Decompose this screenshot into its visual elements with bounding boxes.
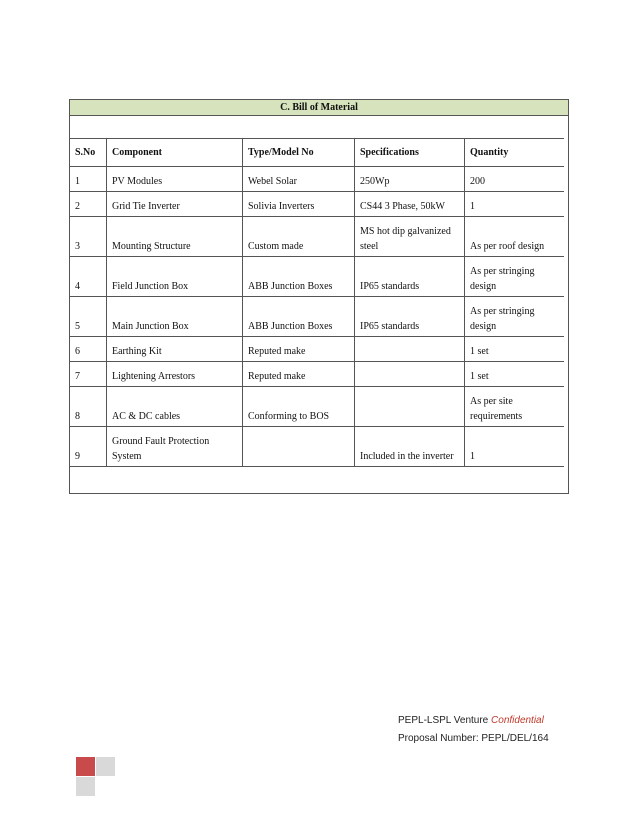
header-type-model: Type/Model No <box>243 139 355 167</box>
cell-type-model: Webel Solar <box>243 167 355 192</box>
footer-confidential: Confidential <box>491 715 544 726</box>
header-quantity: Quantity <box>465 139 565 167</box>
table-row <box>70 362 564 387</box>
cell-type-model: Custom made <box>243 217 355 257</box>
cell-specifications: Included in the inverter <box>355 427 465 467</box>
cell-component: Grid Tie Inverter <box>107 192 243 217</box>
cell-sno: 6 <box>70 337 107 362</box>
cell-type-model <box>243 427 355 467</box>
bill-of-material-frame <box>69 99 569 494</box>
cell-sno: 2 <box>70 192 107 217</box>
cell-component: Mounting Structure <box>107 217 243 257</box>
footer-venture-name: PEPL-LSPL Venture <box>398 715 492 726</box>
cell-component: Earthing Kit <box>107 337 243 362</box>
bill-of-material-table <box>70 138 564 467</box>
header-specifications: Specifications <box>355 139 465 167</box>
cell-specifications: IP65 standards <box>355 297 465 337</box>
cell-quantity: As per site requirements <box>465 387 565 427</box>
cell-component: PV Modules <box>107 167 243 192</box>
header-component: Component <box>107 139 243 167</box>
cell-sno: 5 <box>70 297 107 337</box>
header-sno: S.No <box>70 139 107 167</box>
table-row <box>70 217 564 257</box>
cell-type-model: Conforming to BOS <box>243 387 355 427</box>
cell-quantity: 1 set <box>465 362 565 387</box>
cell-quantity: 200 <box>465 167 565 192</box>
cell-sno: 7 <box>70 362 107 387</box>
table-row <box>70 297 564 337</box>
cell-component: Main Junction Box <box>107 297 243 337</box>
cell-specifications <box>355 337 465 362</box>
table-row <box>70 167 564 192</box>
table-row <box>70 257 564 297</box>
section-title: C. Bill of Material <box>70 100 568 116</box>
decor-square-grey-right <box>96 757 115 776</box>
footer-venture-line <box>398 712 549 730</box>
cell-component: Field Junction Box <box>107 257 243 297</box>
cell-type-model: Reputed make <box>243 337 355 362</box>
cell-type-model: ABB Junction Boxes <box>243 257 355 297</box>
cell-specifications: CS44 3 Phase, 50kW <box>355 192 465 217</box>
table-row <box>70 337 564 362</box>
cell-specifications: IP65 standards <box>355 257 465 297</box>
cell-specifications <box>355 387 465 427</box>
cell-type-model: Solivia Inverters <box>243 192 355 217</box>
cell-component: Lightening Arrestors <box>107 362 243 387</box>
cell-sno: 4 <box>70 257 107 297</box>
table-header-row <box>70 139 564 167</box>
table-row <box>70 387 564 427</box>
cell-specifications <box>355 362 465 387</box>
cell-quantity: As per roof design <box>465 217 565 257</box>
page-footer <box>398 712 549 748</box>
table-row <box>70 192 564 217</box>
cell-sno: 3 <box>70 217 107 257</box>
cell-specifications: MS hot dip galvanized steel <box>355 217 465 257</box>
cell-component: AC & DC cables <box>107 387 243 427</box>
cell-component: Ground Fault Protection System <box>107 427 243 467</box>
cell-sno: 1 <box>70 167 107 192</box>
table-row <box>70 427 564 467</box>
decor-square-red <box>76 757 95 776</box>
cell-quantity: 1 <box>465 192 565 217</box>
decor-square-grey-bottom <box>76 777 95 796</box>
cell-specifications: 250Wp <box>355 167 465 192</box>
cell-type-model: Reputed make <box>243 362 355 387</box>
cell-quantity: 1 set <box>465 337 565 362</box>
cell-sno: 9 <box>70 427 107 467</box>
cell-quantity: 1 <box>465 427 565 467</box>
footer-proposal-number: Proposal Number: PEPL/DEL/164 <box>398 733 549 744</box>
cell-quantity: As per stringing design <box>465 257 565 297</box>
cell-quantity: As per stringing design <box>465 297 565 337</box>
cell-type-model: ABB Junction Boxes <box>243 297 355 337</box>
cell-sno: 8 <box>70 387 107 427</box>
